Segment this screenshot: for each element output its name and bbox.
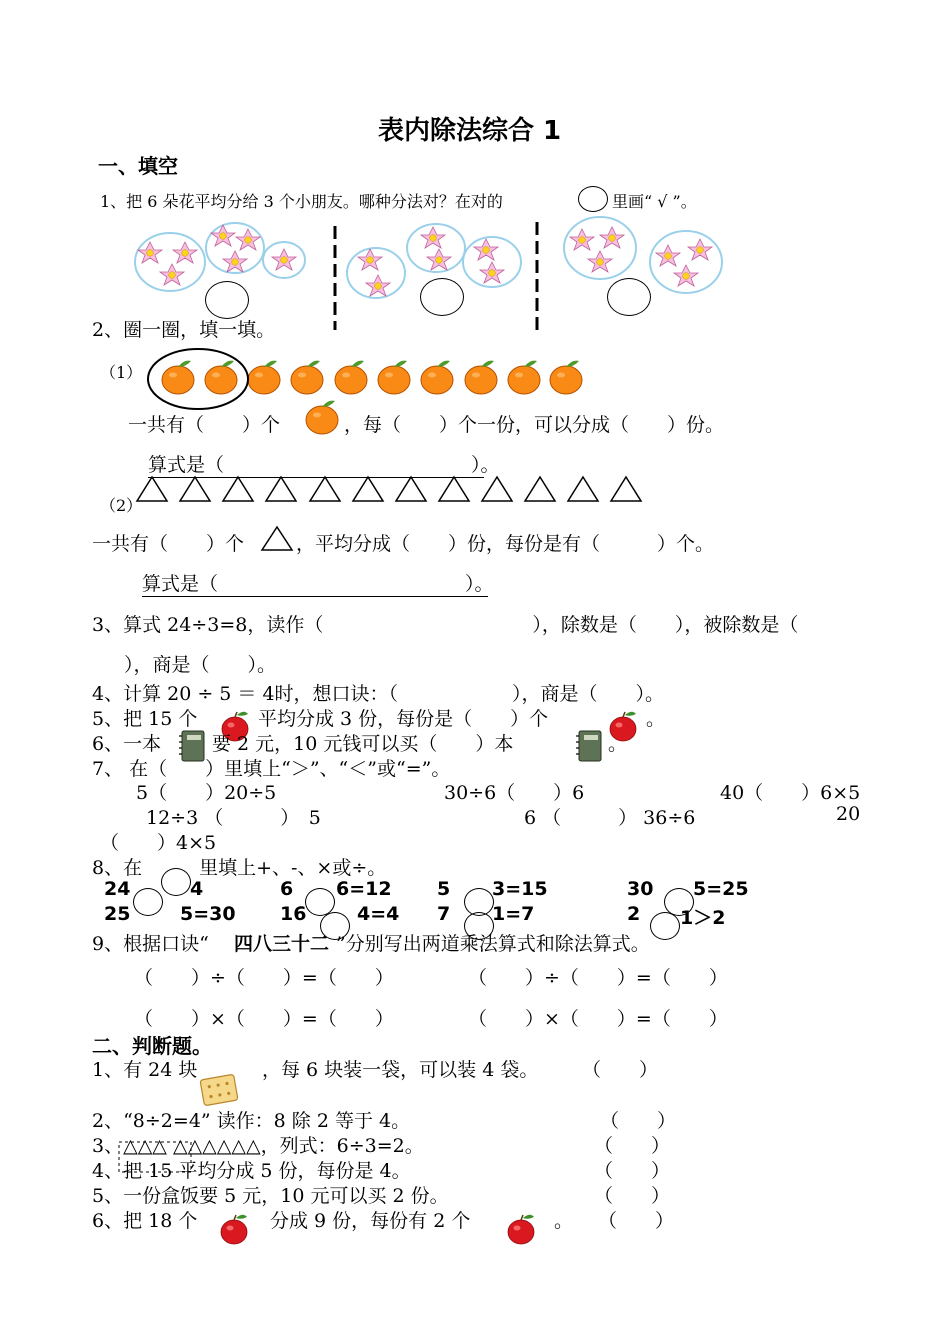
tf-1-text-b: ，每 6 块装一袋，可以装 4 袋。: [262, 1059, 539, 1081]
tf-6-text-a: 6、把 18 个: [92, 1210, 198, 1232]
q9-division-2[interactable]: （ ）÷（ ）=（ ）: [468, 967, 728, 989]
tf-6-answer[interactable]: （ ）: [598, 1210, 675, 1232]
tf-2-text: 2、“8÷2=4” 读作：8 除 2 等于 4。: [92, 1110, 411, 1132]
section-heading-true-false: 二、判断题。: [92, 1034, 212, 1058]
tf-5-answer[interactable]: （ ）: [594, 1185, 671, 1207]
q2-part2-formula[interactable]: 算式是（ ）。: [142, 569, 488, 597]
q1-text-a: 1、把 6 朵花平均分给 3 个小朋友。哪种分法对？在对的: [100, 192, 503, 211]
q8-r2-n5: 7: [437, 903, 451, 925]
q2-part1-label: （1）: [100, 363, 143, 382]
tf-2-answer[interactable]: （ ）: [600, 1110, 677, 1132]
q8-r1-n5: 5: [437, 878, 451, 900]
q2-heading: 2、圈一圈，填一填。: [92, 319, 276, 341]
tf-6-text-c: 。: [554, 1210, 574, 1232]
q8-instruction: 8、在 里填上+、-、×或÷。: [92, 857, 387, 879]
q7-compare-6-right: （ ）4×5: [100, 832, 217, 854]
q2-part1-formula[interactable]: 算式是（ ）。: [148, 450, 484, 478]
q8-r2-n8: 1＞2: [680, 907, 726, 929]
q2-part1-line-a: 一共有（ ）个: [128, 414, 281, 436]
q8-r2-n7: 2: [627, 903, 641, 925]
q8-r1-n1: 24: [104, 878, 131, 900]
q7-compare-1: 5（ ）20÷5: [136, 782, 277, 804]
q6-text-c: 。: [608, 733, 628, 755]
q8-r1-n6: 3=15: [492, 878, 548, 900]
tf-6-text-b: 分成 9 份，每份有 2 个: [270, 1210, 471, 1232]
q7-compare-4: 12÷3 （ ） 5: [146, 807, 321, 829]
q2-part2-label: （2）: [100, 496, 143, 515]
q8-r1-n7: 30: [627, 878, 654, 900]
q9-text-c: ”分别写出两道乘法算式和除法算式。: [336, 933, 650, 955]
q8-r2-n4: 4=4: [357, 903, 400, 925]
tf-5-text: 5、一份盒饭要 5 元，10 元可以买 2 份。: [92, 1185, 449, 1207]
q7-instruction: 7、 在（ ）里填上“＞”、“＜”或“=”。: [92, 758, 451, 780]
q8-r1-n2: 4: [190, 878, 204, 900]
q5-text-a: 5、把 15 个: [92, 708, 198, 730]
q7-compare-6-left: 20: [836, 803, 861, 825]
q6-text-b: 要 2 元，10 元钱可以买（ ）本: [212, 733, 514, 755]
q2-part1-line-b: ，每（ ）个一份，可以分成（ ）份。: [344, 414, 725, 436]
q8-r2-n6: 1=7: [492, 903, 535, 925]
section-heading-fill-blank: 一、填空: [98, 154, 178, 178]
q8-r1-n4: 6=12: [336, 878, 392, 900]
q9-text-a: 9、根据口诀“: [92, 933, 209, 955]
q8-r2-n1: 25: [104, 903, 131, 925]
q1-text-b: 里画“ √ ”。: [612, 192, 697, 211]
q7-compare-5: 6 （ ） 36÷6: [524, 807, 696, 829]
q2-part2-line-b: ，平均分成（ ）份，每份是有（ ）个。: [296, 533, 715, 555]
tf-4-answer[interactable]: （ ）: [594, 1160, 671, 1182]
q9-multiplication-1[interactable]: （ ）×（ ）=（ ）: [134, 1008, 394, 1030]
q9-multiplication-2[interactable]: （ ）×（ ）=（ ）: [468, 1008, 728, 1030]
tf-1-text-a: 1、有 24 块: [92, 1059, 198, 1081]
q5-text-b: 平均分成 3 份，每份是（ ）个: [258, 708, 549, 730]
q3-line-1: 3、算式 24÷3=8，读作（ ），除数是（ ），被除数是（: [92, 614, 799, 636]
q3-line-2: ），商是（ ）。: [124, 654, 277, 676]
q7-compare-3: 40（ ）6×5: [720, 782, 861, 804]
q7-compare-2: 30÷6（ ）6: [444, 782, 585, 804]
tf-3-text: 3、△△△ △△△△△△，列式：6÷3=2。: [92, 1135, 424, 1157]
q6-text-a: 6、一本: [92, 733, 162, 755]
q9-mnemonic: 四八三十二: [234, 933, 330, 955]
page-title: 表内除法综合 1: [378, 116, 562, 146]
q8-r1-n8: 5=25: [693, 878, 749, 900]
q8-r2-n3: 16: [280, 903, 307, 925]
tf-3-answer[interactable]: （ ）: [594, 1135, 671, 1157]
tf-1-answer[interactable]: （ ）: [582, 1059, 659, 1081]
q8-r2-n2: 5=30: [180, 903, 236, 925]
q9-division-1[interactable]: （ ）÷（ ）=（ ）: [134, 967, 394, 989]
q2-part2-line-a: 一共有（ ）个: [92, 533, 245, 555]
q8-r1-n3: 6: [280, 878, 294, 900]
q4-text: 4、计算 20 ÷ 5 ＝ 4时，想口诀：（ ），商是（ ）。: [92, 683, 665, 705]
tf-4-text: 4、把 15 平均分成 5 份，每份是 4。: [92, 1160, 411, 1182]
q5-text-c: 。: [646, 708, 666, 730]
